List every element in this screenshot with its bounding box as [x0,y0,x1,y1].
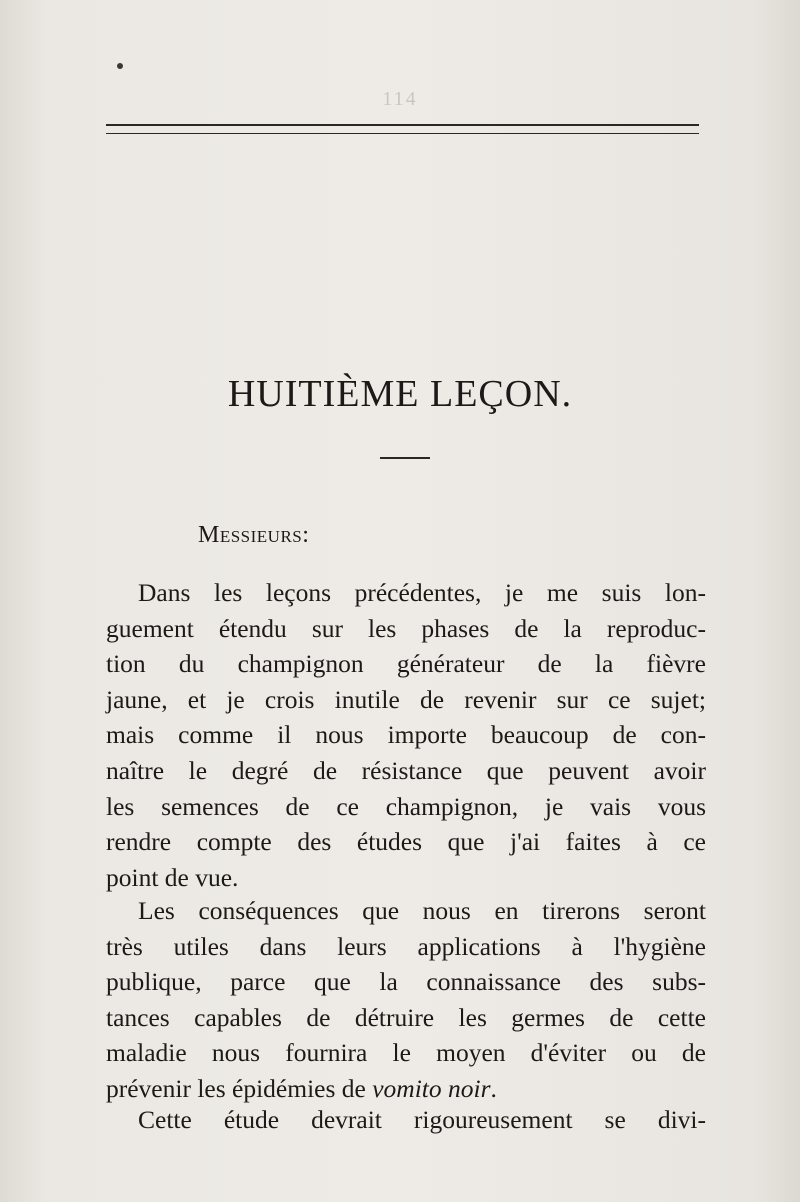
heading-divider [380,457,430,459]
page-number: 114 [382,88,418,110]
header-rule-thin [106,133,699,134]
text-line: maladie nous fournira le moyen d'éviter ou de [106,1038,706,1068]
ink-speck [117,63,123,69]
text-line: tances capables de détruire les germes de cette [106,1002,706,1032]
text-line: très utiles dans leurs applications à l'hygiène [106,931,706,961]
text-line: mais comme il nous importe beaucoup de con- [106,720,706,750]
paragraph-2 [106,893,706,1107]
text-line: tion du champignon générateur de la fièvre [106,649,706,679]
text-line: point de vue. [106,862,239,892]
text-line: Dans les leçons précédentes, je me suis lon- [138,578,706,607]
salutation: Messieurs: [198,522,310,548]
paragraph-3 [106,1102,706,1138]
paragraph-1 [106,575,706,895]
text-line: guement étendu sur les phases de la reproduc- [106,613,706,643]
text-fragment: . [490,1073,497,1103]
chapter-heading: HUITIÈME LEÇON. [227,373,573,415]
text-line: jaune, et je crois inutile de revenir sur ce sujet; [106,684,706,714]
text-line: Cette étude devrait rigoureusement se divi- [138,1105,706,1134]
text-line: rendre compte des études que j'ai faites à ce [106,827,706,857]
text-line: publique, parce que la connaissance des subs- [106,967,706,997]
text-line: Les conséquences que nous en tirerons seront [138,896,706,925]
text-line: naître le degré de résistance que peuvent avoir [106,755,706,785]
text-line: les semences de ce champignon, je vais vous [106,791,706,821]
header-rule-thick [106,124,699,126]
text-fragment: prévenir les épidémies de [106,1073,373,1103]
italic-term: vomito noir [372,1073,491,1103]
